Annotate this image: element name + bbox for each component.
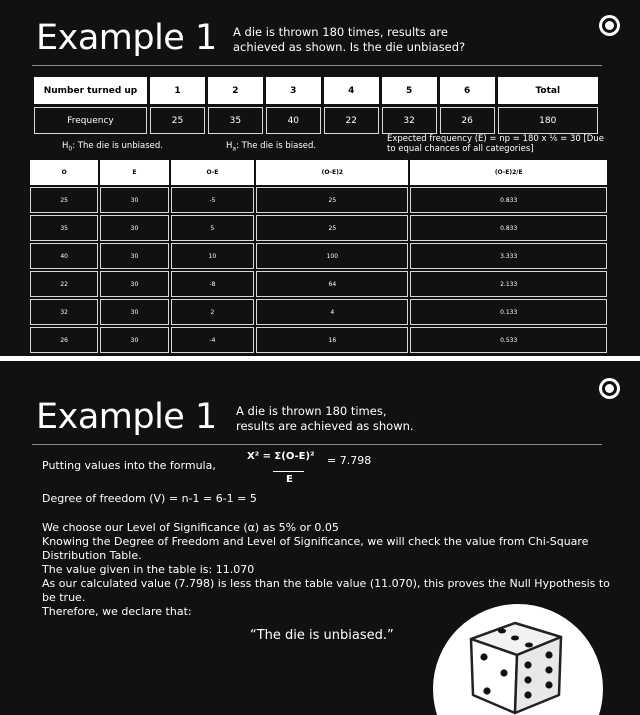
table-header-cell: (O-E)2	[256, 160, 408, 185]
table-cell: 25	[30, 187, 98, 213]
table-cell: 32	[30, 299, 98, 325]
table-header-cell: (O-E)2/E	[410, 160, 607, 185]
table-cell: 30	[100, 299, 168, 325]
subtitle-line: achieved as shown. Is the die unbiased?	[233, 40, 466, 54]
divider	[32, 444, 602, 445]
paragraph-line: Distribution Table.	[42, 549, 142, 562]
table-cell: 0.133	[410, 299, 607, 325]
table-cell: 25	[150, 107, 205, 134]
table-row	[30, 215, 607, 241]
table-cell: 22	[30, 271, 98, 297]
h0-text: : The die is unbiased.	[72, 141, 163, 151]
h0-subscript: 0	[68, 145, 73, 153]
table-cell: 26	[30, 327, 98, 353]
table-row	[30, 299, 607, 325]
formula-result: = 7.798	[327, 454, 372, 467]
paragraph-line: Knowing the Degree of Freedom and Level of Significance, we will check the value from Chi-Square	[42, 535, 589, 548]
table-header-row	[30, 160, 607, 185]
table-cell: Frequency	[34, 107, 147, 134]
table-cell: 180	[498, 107, 598, 134]
table-cell: 35	[30, 215, 98, 241]
table-cell: 30	[100, 243, 168, 269]
table-cell: 40	[30, 243, 98, 269]
table-header-cell: Total	[498, 77, 598, 104]
table-cell: 26	[440, 107, 495, 134]
table-cell: -8	[171, 271, 255, 297]
formula-label: Putting values into the formula,	[42, 459, 216, 472]
table-header-cell: 5	[382, 77, 437, 104]
table-header-cell: 4	[324, 77, 379, 104]
subtitle-line: results are achieved as shown.	[236, 419, 414, 433]
table-row	[30, 243, 607, 269]
table-cell: 100	[256, 243, 408, 269]
h1-symbol: H	[226, 141, 233, 151]
table-header-cell: 2	[208, 77, 263, 104]
table-row	[30, 271, 607, 297]
slide-subtitle	[233, 25, 465, 55]
degree-of-freedom: Degree of freedom (V) = n-1 = 6-1 = 5	[42, 492, 257, 505]
radio-selected-icon[interactable]	[599, 378, 620, 399]
table-cell: 0.533	[410, 327, 607, 353]
table-cell: 25	[256, 187, 408, 213]
slide-2	[0, 361, 640, 715]
die-icon	[457, 617, 577, 715]
chi-square-table	[28, 158, 609, 355]
conclusion-quote: “The die is unbiased.”	[250, 628, 394, 643]
table-cell: 30	[100, 215, 168, 241]
table-cell: 30	[100, 327, 168, 353]
table-row	[30, 187, 607, 213]
table-cell: 4	[256, 299, 408, 325]
h1-text: : The die is biased.	[236, 141, 317, 151]
table-cell: 16	[256, 327, 408, 353]
subtitle-line: A die is thrown 180 times, results are	[233, 25, 448, 39]
null-hypothesis	[62, 141, 163, 153]
slide-title: Example 1	[36, 397, 217, 437]
slide-title: Example 1	[36, 18, 217, 58]
table-cell: 32	[382, 107, 437, 134]
table-row	[34, 107, 598, 134]
table-cell: 0.833	[410, 215, 607, 241]
paragraph-line: We choose our Level of Significance (α) as 5% or 0.05	[42, 521, 339, 534]
formula-denominator: E	[286, 474, 293, 485]
table-cell: 35	[208, 107, 263, 134]
h0-symbol: H	[62, 141, 69, 151]
table-cell: 3.333	[410, 243, 607, 269]
table-cell: 64	[256, 271, 408, 297]
slide-subtitle	[236, 404, 414, 434]
table-header-cell: 6	[440, 77, 495, 104]
paragraph-line: As our calculated value (7.798) is less than the table value (11.070), this proves the Null Hypothesis to	[42, 577, 610, 590]
formula-numerator: X² = Σ(O-E)²	[247, 451, 315, 462]
slide-1	[0, 0, 640, 356]
table-header-cell: 1	[150, 77, 205, 104]
table-cell: 2.133	[410, 271, 607, 297]
fraction-bar	[273, 471, 304, 472]
table-header-cell: 3	[266, 77, 321, 104]
table-header-cell: Number turned up	[34, 77, 147, 104]
table-header-cell: O	[30, 160, 98, 185]
table-cell: 2	[171, 299, 255, 325]
table-cell: 30	[100, 187, 168, 213]
table-cell: 30	[100, 271, 168, 297]
table-header-cell: O-E	[171, 160, 255, 185]
table-cell: 22	[324, 107, 379, 134]
divider	[32, 65, 602, 66]
h1-subscript: a	[232, 145, 237, 153]
frequency-table	[31, 74, 601, 137]
table-header-cell: E	[100, 160, 168, 185]
table-cell: 25	[256, 215, 408, 241]
subtitle-line: A die is thrown 180 times,	[236, 404, 387, 418]
table-cell: -4	[171, 327, 255, 353]
paragraph-line: be true.	[42, 591, 86, 604]
table-header-row	[34, 77, 598, 104]
paragraph-line: Therefore, we declare that:	[42, 605, 192, 618]
table-cell: -5	[171, 187, 255, 213]
alternative-hypothesis	[226, 141, 316, 153]
table-cell: 5	[171, 215, 255, 241]
table-row	[30, 327, 607, 353]
table-cell: 0.833	[410, 187, 607, 213]
expected-frequency-note: Expected frequency (E) = np = 180 x ⅙ = 30 [Due to equal chances of all categories]	[387, 134, 604, 154]
table-cell: 10	[171, 243, 255, 269]
table-cell: 40	[266, 107, 321, 134]
paragraph-line: The value given in the table is: 11.070	[42, 563, 255, 576]
radio-selected-icon[interactable]	[599, 15, 620, 36]
